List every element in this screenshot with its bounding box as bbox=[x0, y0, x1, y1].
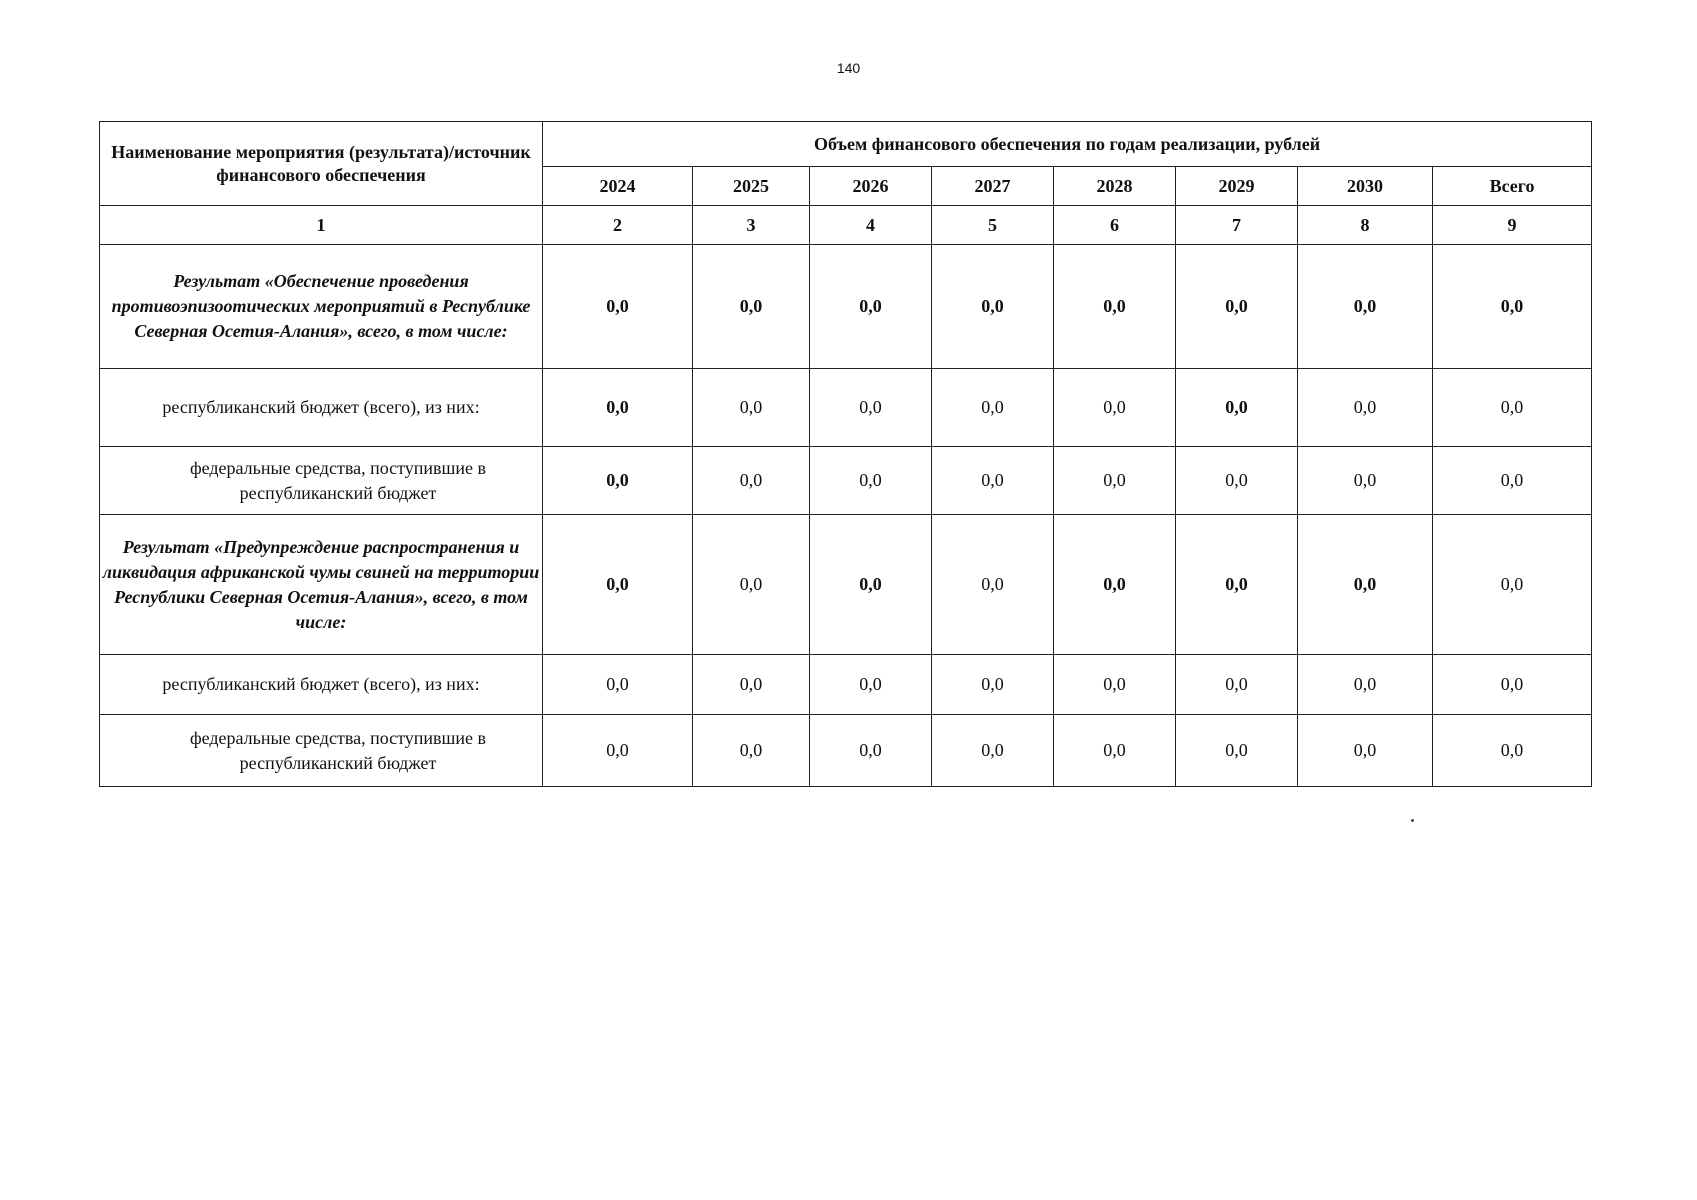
row-total: 0,0 bbox=[1433, 715, 1592, 787]
column-number: 6 bbox=[1054, 206, 1176, 245]
year-header-2025: 2025 bbox=[693, 167, 810, 206]
table-row bbox=[100, 515, 1592, 655]
row-value: 0,0 bbox=[1054, 715, 1176, 787]
row-value: 0,0 bbox=[1176, 447, 1298, 515]
column-number: 3 bbox=[693, 206, 810, 245]
year-header-2026: 2026 bbox=[810, 167, 932, 206]
row-total: 0,0 bbox=[1433, 655, 1592, 715]
column-number: 4 bbox=[810, 206, 932, 245]
row-value: 0,0 bbox=[1054, 245, 1176, 369]
row-value: 0,0 bbox=[1176, 369, 1298, 447]
row-value: 0,0 bbox=[932, 515, 1054, 655]
row-value: 0,0 bbox=[543, 245, 693, 369]
row-name: республиканский бюджет (всего), из них: bbox=[100, 655, 543, 715]
row-value: 0,0 bbox=[810, 369, 932, 447]
row-value: 0,0 bbox=[1054, 447, 1176, 515]
financing-table bbox=[99, 121, 1592, 787]
row-value: 0,0 bbox=[810, 655, 932, 715]
row-name: Результат «Обеспечение проведения противоэпизоотических мероприятий в Республике Северная Осетия-Алания», всего, в том числе: bbox=[100, 245, 543, 369]
row-value: 0,0 bbox=[543, 369, 693, 447]
row-value: 0,0 bbox=[543, 715, 693, 787]
total-header: Всего bbox=[1433, 167, 1592, 206]
row-value: 0,0 bbox=[810, 515, 932, 655]
row-value: 0,0 bbox=[1298, 715, 1433, 787]
row-value: 0,0 bbox=[693, 369, 810, 447]
row-name: республиканский бюджет (всего), из них: bbox=[100, 369, 543, 447]
row-value: 0,0 bbox=[1298, 245, 1433, 369]
year-header-2027: 2027 bbox=[932, 167, 1054, 206]
row-value: 0,0 bbox=[932, 715, 1054, 787]
row-value: 0,0 bbox=[1298, 515, 1433, 655]
table-row bbox=[100, 715, 1592, 787]
row-value: 0,0 bbox=[1298, 447, 1433, 515]
scan-speck bbox=[1411, 819, 1414, 822]
row-value: 0,0 bbox=[932, 245, 1054, 369]
row-value: 0,0 bbox=[1176, 655, 1298, 715]
column-number: 8 bbox=[1298, 206, 1433, 245]
year-header-2030: 2030 bbox=[1298, 167, 1433, 206]
row-value: 0,0 bbox=[1054, 515, 1176, 655]
row-total: 0,0 bbox=[1433, 515, 1592, 655]
year-header-2029: 2029 bbox=[1176, 167, 1298, 206]
row-name: федеральные средства, поступившие в республиканский бюджет bbox=[100, 447, 543, 515]
row-total: 0,0 bbox=[1433, 245, 1592, 369]
row-value: 0,0 bbox=[693, 655, 810, 715]
row-value: 0,0 bbox=[543, 655, 693, 715]
row-value: 0,0 bbox=[693, 515, 810, 655]
table-row bbox=[100, 447, 1592, 515]
row-value: 0,0 bbox=[693, 715, 810, 787]
column-number: 5 bbox=[932, 206, 1054, 245]
row-total: 0,0 bbox=[1433, 447, 1592, 515]
table-row bbox=[100, 245, 1592, 369]
row-value: 0,0 bbox=[1176, 245, 1298, 369]
name-column-header: Наименование мероприятия (результата)/источник финансового обеспечения bbox=[100, 122, 543, 206]
row-value: 0,0 bbox=[932, 655, 1054, 715]
financing-group-header: Объем финансового обеспечения по годам реализации, рублей bbox=[543, 122, 1592, 167]
year-header-2028: 2028 bbox=[1054, 167, 1176, 206]
table-row bbox=[100, 369, 1592, 447]
row-value: 0,0 bbox=[543, 447, 693, 515]
row-value: 0,0 bbox=[693, 245, 810, 369]
row-value: 0,0 bbox=[693, 447, 810, 515]
row-value: 0,0 bbox=[1176, 515, 1298, 655]
row-value: 0,0 bbox=[1298, 369, 1433, 447]
row-value: 0,0 bbox=[810, 715, 932, 787]
row-name: Результат «Предупреждение распространения и ликвидация африканской чумы свиней на территории Республики Северная Осетия-Алания», всего, в том числе: bbox=[100, 515, 543, 655]
row-value: 0,0 bbox=[1054, 655, 1176, 715]
row-value: 0,0 bbox=[1176, 715, 1298, 787]
row-value: 0,0 bbox=[1298, 655, 1433, 715]
row-value: 0,0 bbox=[1054, 369, 1176, 447]
column-number: 7 bbox=[1176, 206, 1298, 245]
column-number: 2 bbox=[543, 206, 693, 245]
year-header-2024: 2024 bbox=[543, 167, 693, 206]
row-value: 0,0 bbox=[932, 369, 1054, 447]
column-number: 9 bbox=[1433, 206, 1592, 245]
row-name: федеральные средства, поступившие в республиканский бюджет bbox=[100, 715, 543, 787]
table-row bbox=[100, 655, 1592, 715]
row-value: 0,0 bbox=[810, 245, 932, 369]
row-value: 0,0 bbox=[810, 447, 932, 515]
page-number: 140 bbox=[836, 60, 861, 76]
row-total: 0,0 bbox=[1433, 369, 1592, 447]
column-number: 1 bbox=[100, 206, 543, 245]
row-value: 0,0 bbox=[543, 515, 693, 655]
row-value: 0,0 bbox=[932, 447, 1054, 515]
